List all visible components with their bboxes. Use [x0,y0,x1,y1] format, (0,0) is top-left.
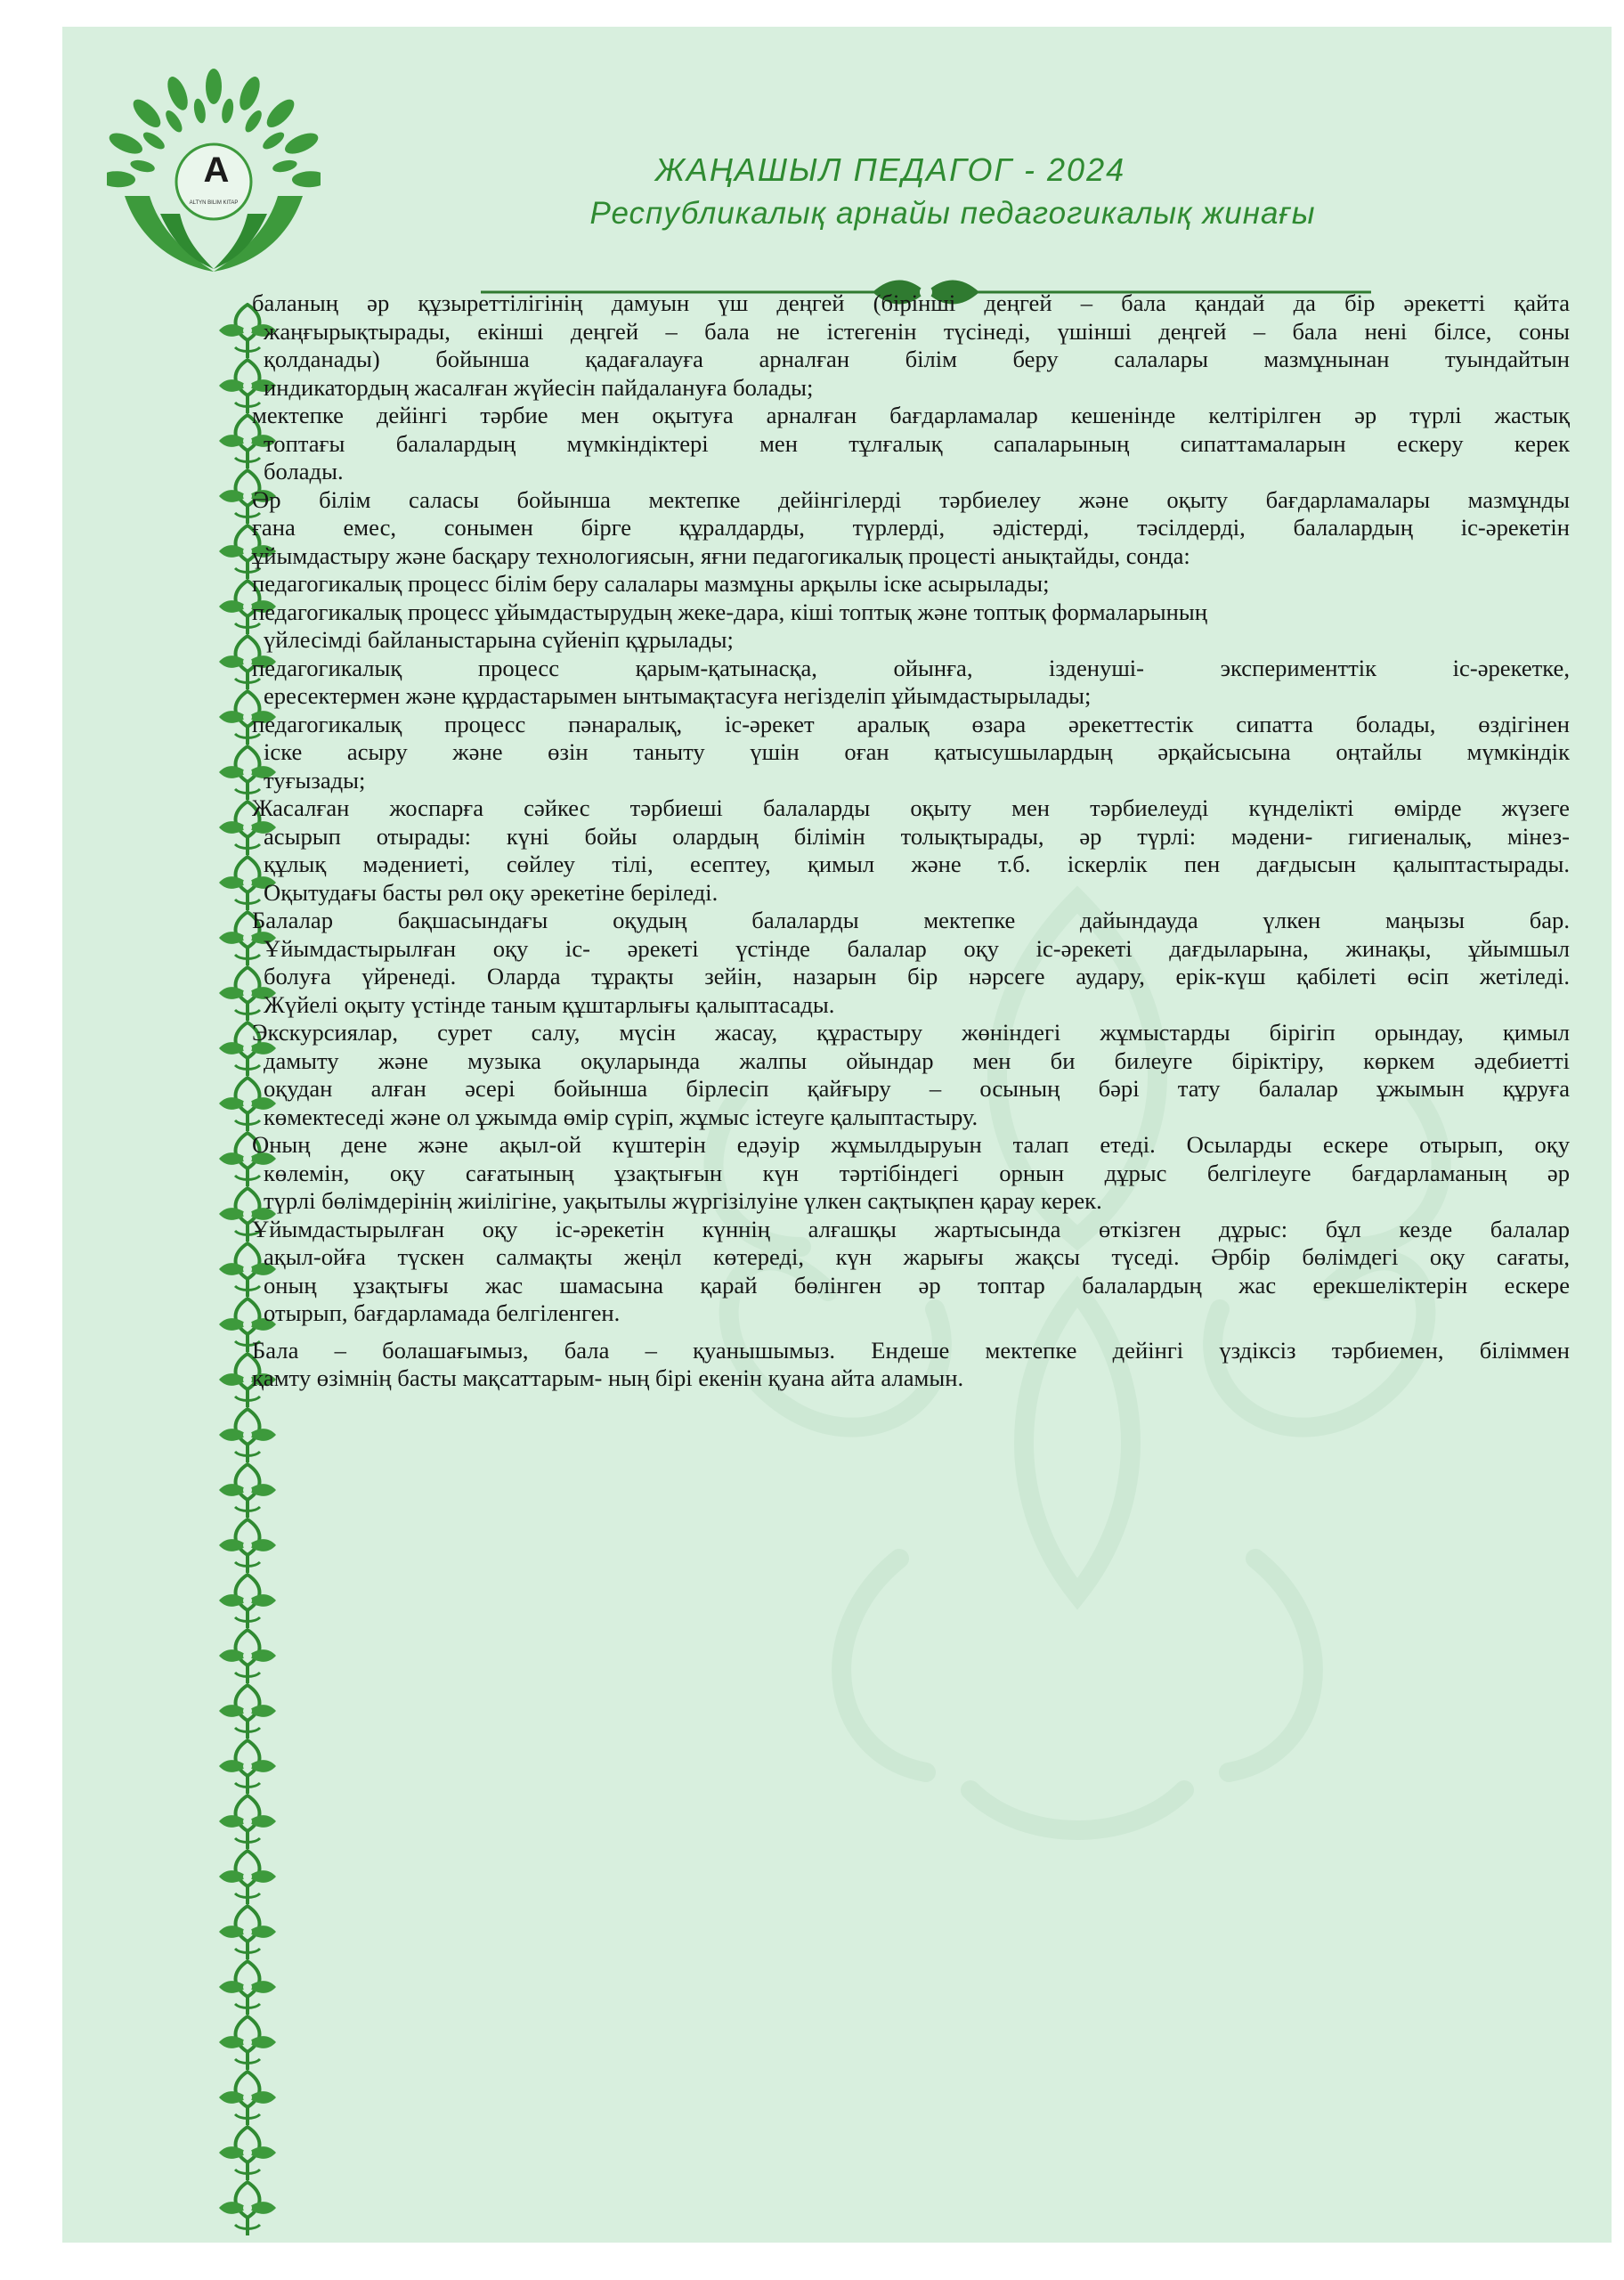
text-line: болуға үйренеді. Оларда тұрақты зейін, назарын бір нәрсеге аудару, ерік-күш қабілеті өсіп жетіледі. [264,963,1570,989]
text-line: үйлесімді байланыстарына сүйеніп құрылады; [264,626,734,653]
text-line: асырып отырады: күні бойы олардың білімін толықтырады, әр түрлі: мәдени- гигиеналық, мінез- [264,822,1570,850]
text-line: индикатордың жасалған жүйесін пайдалануға болады; [264,373,814,401]
text-line: Балалар бақшасындағы оқудың балаларды мектепке дайындауда үлкен маңызы бар. [252,907,1570,933]
journal-title: ЖАҢАШЫЛ ПЕДАГОГ - 2024 [654,151,1126,188]
text-line: педагогикалық процесс қарым-қатынасқа, ойынға, ізденуші- эксперименттік іс-әрекетке, [252,654,1570,681]
text-line: Ұйымдастырылған оқу іс-әрекетін күннің алғашқы жартысында өткізген дұрыс: бұл кезде балалар [252,1215,1570,1242]
text-line: Экскурсиялар, сурет салу, мүсін жасау, құрастыру жөніндегі жұмыстарды бірігіп орындау, қимыл [252,1019,1570,1046]
paragraph-gap [252,1328,1570,1337]
article-body [252,289,1570,1393]
text-line: ғана емес, сонымен бірге құралдарды, түрлерді, әдістерді, тәсілдерді, балалардың іс-әрекетін [252,514,1570,541]
text-line: қамту өзімнің басты мақсаттарым- ның бірі екенін қуана айта аламын. [252,1364,964,1391]
logo-ring-text: ALTYN BILIM KITAP [189,200,239,206]
text-line: педагогикалық процесс білім беру салалары мазмұны арқылы іске асырылады; [252,570,1050,597]
text-line: көмектеседі және ол ұжымда өмір сүріп, жұмыс істеуге қалыптастыру. [264,1103,978,1130]
text-line: іске асыру және өзін таныту үшін оған қатысушылардың әрқайсысына оңтайлы мүмкіндік [264,738,1570,765]
logo-badge [179,147,248,216]
text-line: Ұйымдастырылған оқу іс- әрекеті үстінде балалар оқу іс-әрекеті дағдыларына, жинақы, ұйымшыл [264,934,1570,962]
text-line: баланың әр құзыреттілігінің дамуын үш деңгей (бірінші деңгей – бала қандай да бір әрекетті қайта [252,289,1570,316]
text-line: туғызады; [264,766,366,794]
text-line: Оқытудағы басты рөл оқу әрекетіне беріледі. [264,878,719,906]
text-line: Жүйелі оқыту үстінде таным құштарлығы қалыптасады. [264,990,835,1018]
text-line: мектепке дейінгі тәрбие мен оқытуға арналған бағдарламалар кешенінде келтірілген әр түрлі жастық [252,402,1570,428]
text-line: көлемін, оқу сағатының ұзақтығын күн тәртібіндегі орнын дұрыс белгілеуге бағдарламаның әр [264,1159,1570,1186]
text-line: Оның дене және ақыл-ой күштерін едәуір жұмылдыруын талап етеді. Осыларды ескере отырып, оқу [252,1131,1570,1158]
text-line: Әр білім саласы бойынша мектепке дейінгілерді тәрбиелеу және оқыту бағдарламалары мазмұнды [252,485,1570,513]
text-line: түрлі бөлімдерінің жиілігіне, уақытылы жүргізілуіне үлкен сақтықпен қарау керек. [264,1187,1102,1214]
text-line: ересектермен және құрдастарымен ынтымақтасуға негізделіп ұйымдастырылады; [264,682,1092,709]
text-line: отырып, бағдарламада белгіленген. [264,1299,621,1326]
text-line: болады. [264,458,344,484]
publisher-logo [107,62,321,285]
logo-monogram: А [203,151,224,190]
text-line: жаңғырықтырады, екінші деңгей – бала не істегенін түсінеді, үшінші деңгей – бала нені білсе, соны [264,317,1570,345]
text-line: ұйымдастыру және басқару технологиясын, яғни педагогикалық процесті анықтайды, сонда: [252,542,1190,569]
text-line: топтағы балалардың мүмкіндіктері мен тұлғалық сапаларының сипаттамаларын ескеру керек [264,429,1570,457]
text-line: оқудан алған әсері бойынша бірлесіп қайғыру – осының бәрі тату балалар ұжымын құруға [264,1075,1570,1102]
text-line: педагогикалық процесс ұйымдастырудың жеке-дара, кіші топтық және топтық формаларының [252,598,1207,625]
text-line: дамыту және музыка оқуларында жалпы ойындар мен би билеуге біріктіру, көркем әдебиетті [264,1046,1570,1074]
text-line: Жасалған жоспарға сәйкес тәрбиеші балаларды оқыту мен тәрбиелеуді күнделікті өмірде жүзеге [252,794,1570,821]
text-line: оның ұзақтығы жас шамасына қарай бөлінген әр топтар балалардың жас ерекшеліктерін ескере [264,1271,1570,1299]
text-line: құлық мәдениеті, сөйлеу тілі, есептеу, қимыл және т.б. іскерлік пен дағдысын қалыптастырады. [264,851,1570,877]
text-line: педагогикалық процесс пәнаралық, іс-әрекет аралық өзара әрекеттестік сипатта болады, өздігінен [252,710,1570,737]
text-line: Бала – болашағымыз, бала – қуанышымыз. Ендеше мектепке дейінгі үздіксіз тәрбиемен, біліммен [252,1336,1570,1364]
text-line: ақыл-ойға түскен салмақты жеңіл көтереді, күн жарығы жақсы түседі. Әрбір бөлімдегі оқу сағаты, [264,1243,1570,1270]
journal-subtitle: Республикалық арнайы педагогикалық жинағы [589,196,1316,231]
text-line: қолданады) бойынша қадағалауға арналған білім беру салалары мазмұнынан туындайтын [264,346,1570,372]
